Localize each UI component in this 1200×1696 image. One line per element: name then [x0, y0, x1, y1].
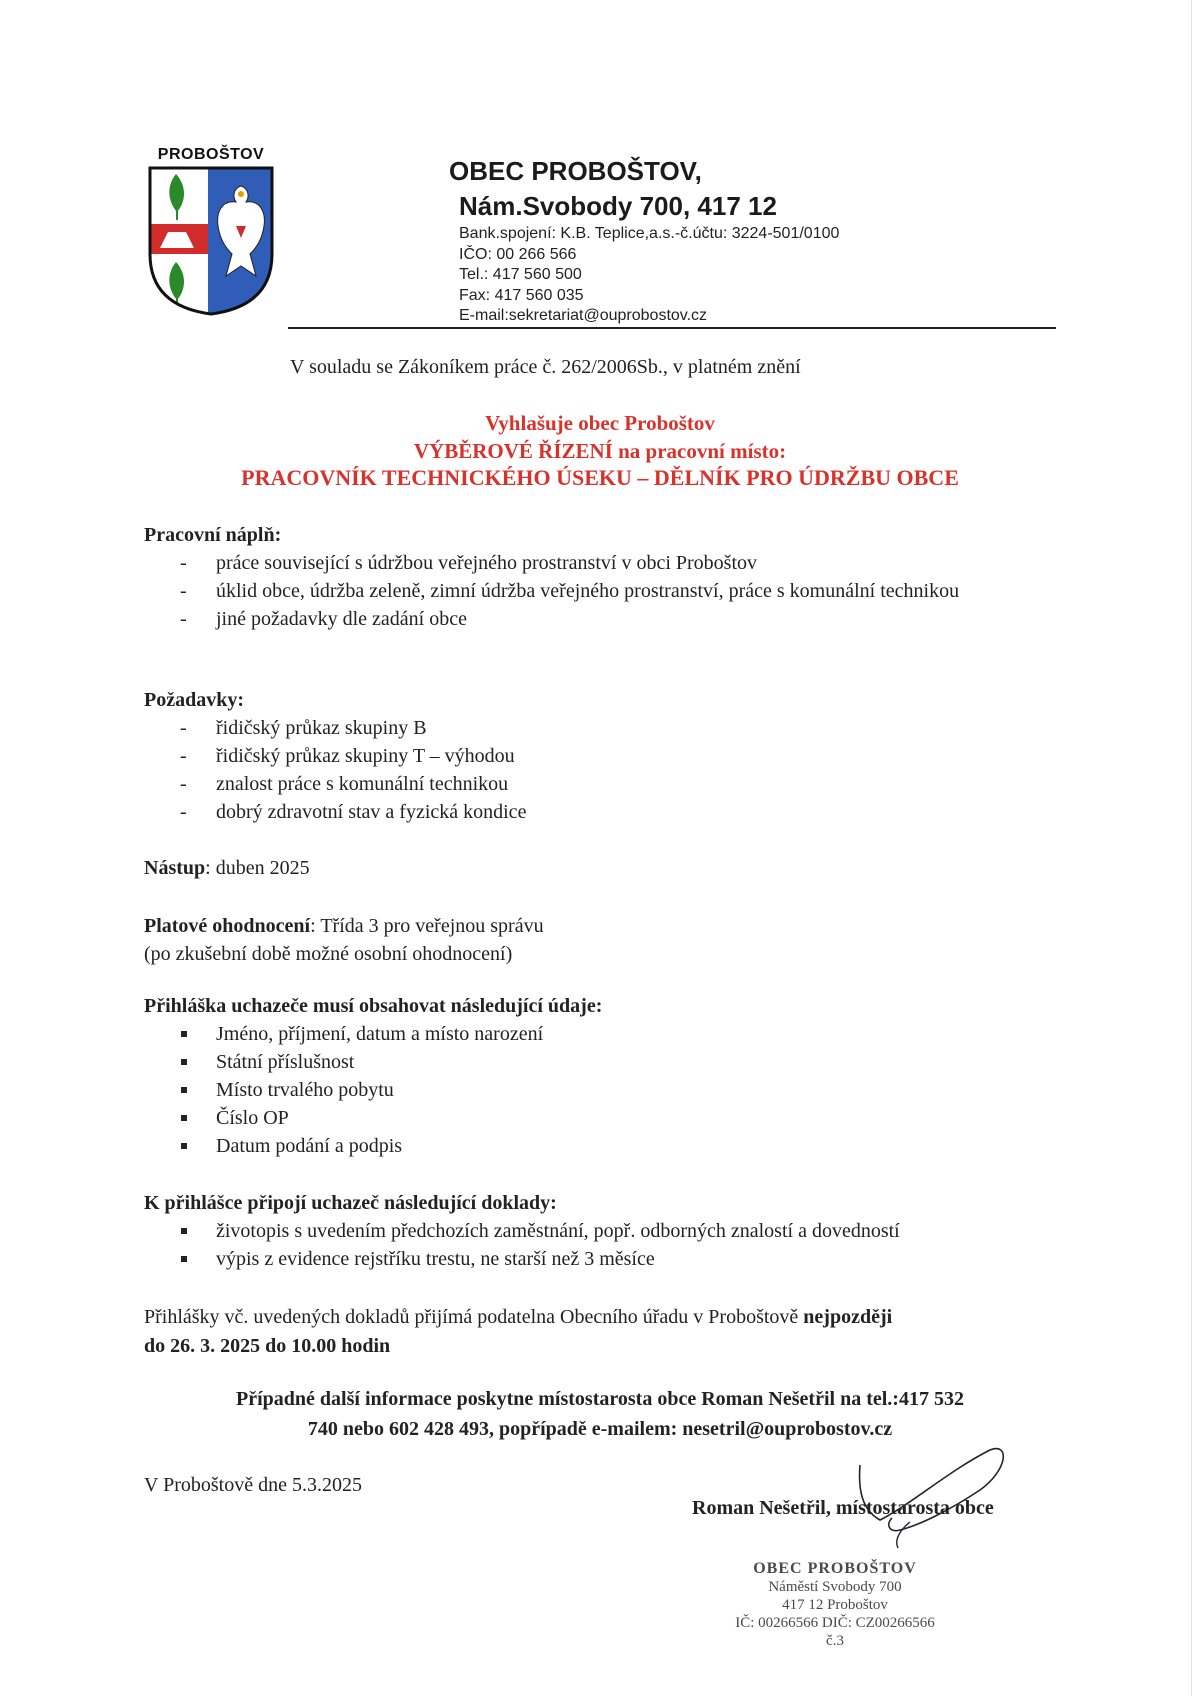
- signer-name: Roman Nešetřil, místostarosta obce: [692, 1497, 994, 1519]
- job-content-heading: Pracovní náplň:: [144, 524, 282, 546]
- list-item: Datum podání a podpis: [144, 1132, 602, 1160]
- list-item: výpis z evidence rejstříku trestu, ne starší než 3 měsíce: [144, 1245, 900, 1273]
- requirements-section: [144, 689, 1036, 826]
- headline-announcer: Vyhlašuje obec Proboštov: [485, 411, 715, 435]
- list-item: - znalost práce s komunální technikou: [180, 773, 509, 795]
- stamp-title: OBEC PROBOŠTOV: [753, 1560, 917, 1577]
- stamp-line: Náměstí Svobody 700: [768, 1579, 902, 1595]
- application-heading: Přihláška uchazeče musí obsahovat následující údaje:: [144, 995, 603, 1017]
- list-item: - dobrý zdravotní stav a fyzická kondice: [180, 801, 527, 823]
- salary-block: [144, 912, 544, 968]
- deadline-emphasis: nejpozději: [803, 1306, 893, 1328]
- org-address: Nám.Svobody 700, 417 12: [459, 191, 777, 221]
- crest-shield-icon: [146, 166, 276, 316]
- email-line: E-mail:sekretariat@ouprobostov.cz: [459, 307, 708, 324]
- contact-info-line: Případné další informace poskytne místostarosta obce Roman Nešetřil na tel.:417 532: [236, 1388, 964, 1410]
- place-date: V Proboštově dne 5.3.2025: [144, 1474, 362, 1496]
- documents-heading: K přihlášce připojí uchazeč následující doklady:: [144, 1192, 557, 1214]
- start-value: : duben 2025: [205, 857, 310, 879]
- list-item: životopis s uvedením předchozích zaměstnání, popř. odborných znalostí a dovedností: [144, 1217, 900, 1245]
- list-item: - řidičský průkaz skupiny T – výhodou: [180, 745, 515, 767]
- signature-icon: [840, 1430, 1020, 1550]
- law-reference: V souladu se Zákoníkem práce č. 262/2006Sb., v platném znění: [290, 356, 801, 378]
- headline-position: PRACOVNÍK TECHNICKÉHO ÚSEKU – DĚLNÍK PRO ÚDRŽBU OBCE: [241, 465, 959, 490]
- list-item: - jiné požadavky dle zadání obce: [180, 608, 467, 630]
- list-item: Místo trvalého pobytu: [144, 1076, 602, 1104]
- contact-block: [459, 224, 839, 327]
- start-date: [144, 857, 310, 880]
- header-divider: [288, 327, 1056, 329]
- ico-line: IČO: 00 266 566: [459, 245, 577, 263]
- crest-label: PROBOŠTOV: [157, 146, 265, 163]
- headline-selection: VÝBĚROVÉ ŘÍZENÍ na pracovní místo:: [413, 439, 787, 463]
- contact-info: [0, 1384, 1200, 1444]
- salary-note: (po zkušební době možné osobní ohodnocení): [144, 943, 513, 965]
- tel-line: Tel.: 417 560 500: [459, 266, 582, 283]
- requirements-heading: Požadavky:: [144, 689, 244, 711]
- stamp-line: 417 12 Proboštov: [782, 1597, 888, 1613]
- fax-line: Fax: 417 560 035: [459, 286, 584, 304]
- list-item: Jméno, příjmení, datum a místo narození: [144, 1020, 602, 1048]
- list-item: Číslo OP: [144, 1104, 602, 1132]
- deadline-text: Přihlášky vč. uvedených dokladů přijímá podatelna Obecního úřadu v Proboštově: [144, 1306, 804, 1328]
- list-item: Státní příslušnost: [144, 1048, 602, 1076]
- application-section: [144, 995, 602, 1160]
- start-label: Nástup: [144, 857, 206, 879]
- salary-label: Platové ohodnocení: [144, 915, 311, 937]
- deadline-date: do 26. 3. 2025 do 10.00 hodin: [144, 1335, 391, 1357]
- deadline-block: [144, 1303, 1064, 1361]
- stamp-line: IČ: 00266566 DIČ: CZ00266566: [735, 1615, 935, 1631]
- list-item: - práce související s údržbou veřejného prostranství v obci Proboštov: [180, 552, 757, 574]
- coat-of-arms: [146, 146, 276, 316]
- documents-section: [144, 1192, 900, 1273]
- org-name: OBEC PROBOŠTOV,: [449, 156, 702, 186]
- official-stamp: [720, 1560, 950, 1650]
- bank-line: Bank.spojení: K.B. Teplice,a.s.-č.účtu: 3224-501/0100: [459, 225, 840, 242]
- list-item: - úklid obce, údržba zeleně, zimní údržba veřejného prostranství, práce s komunální technikou: [180, 580, 960, 602]
- job-content-section: [144, 524, 1036, 633]
- list-item: - řidičský průkaz skupiny B: [180, 717, 427, 739]
- stamp-line: č.3: [826, 1633, 844, 1649]
- salary-value: : Třída 3 pro veřejnou správu: [310, 915, 544, 937]
- contact-info-line: 740 nebo 602 428 493, popřípadě e-mailem: nesetril@ouprobostov.cz: [307, 1418, 893, 1440]
